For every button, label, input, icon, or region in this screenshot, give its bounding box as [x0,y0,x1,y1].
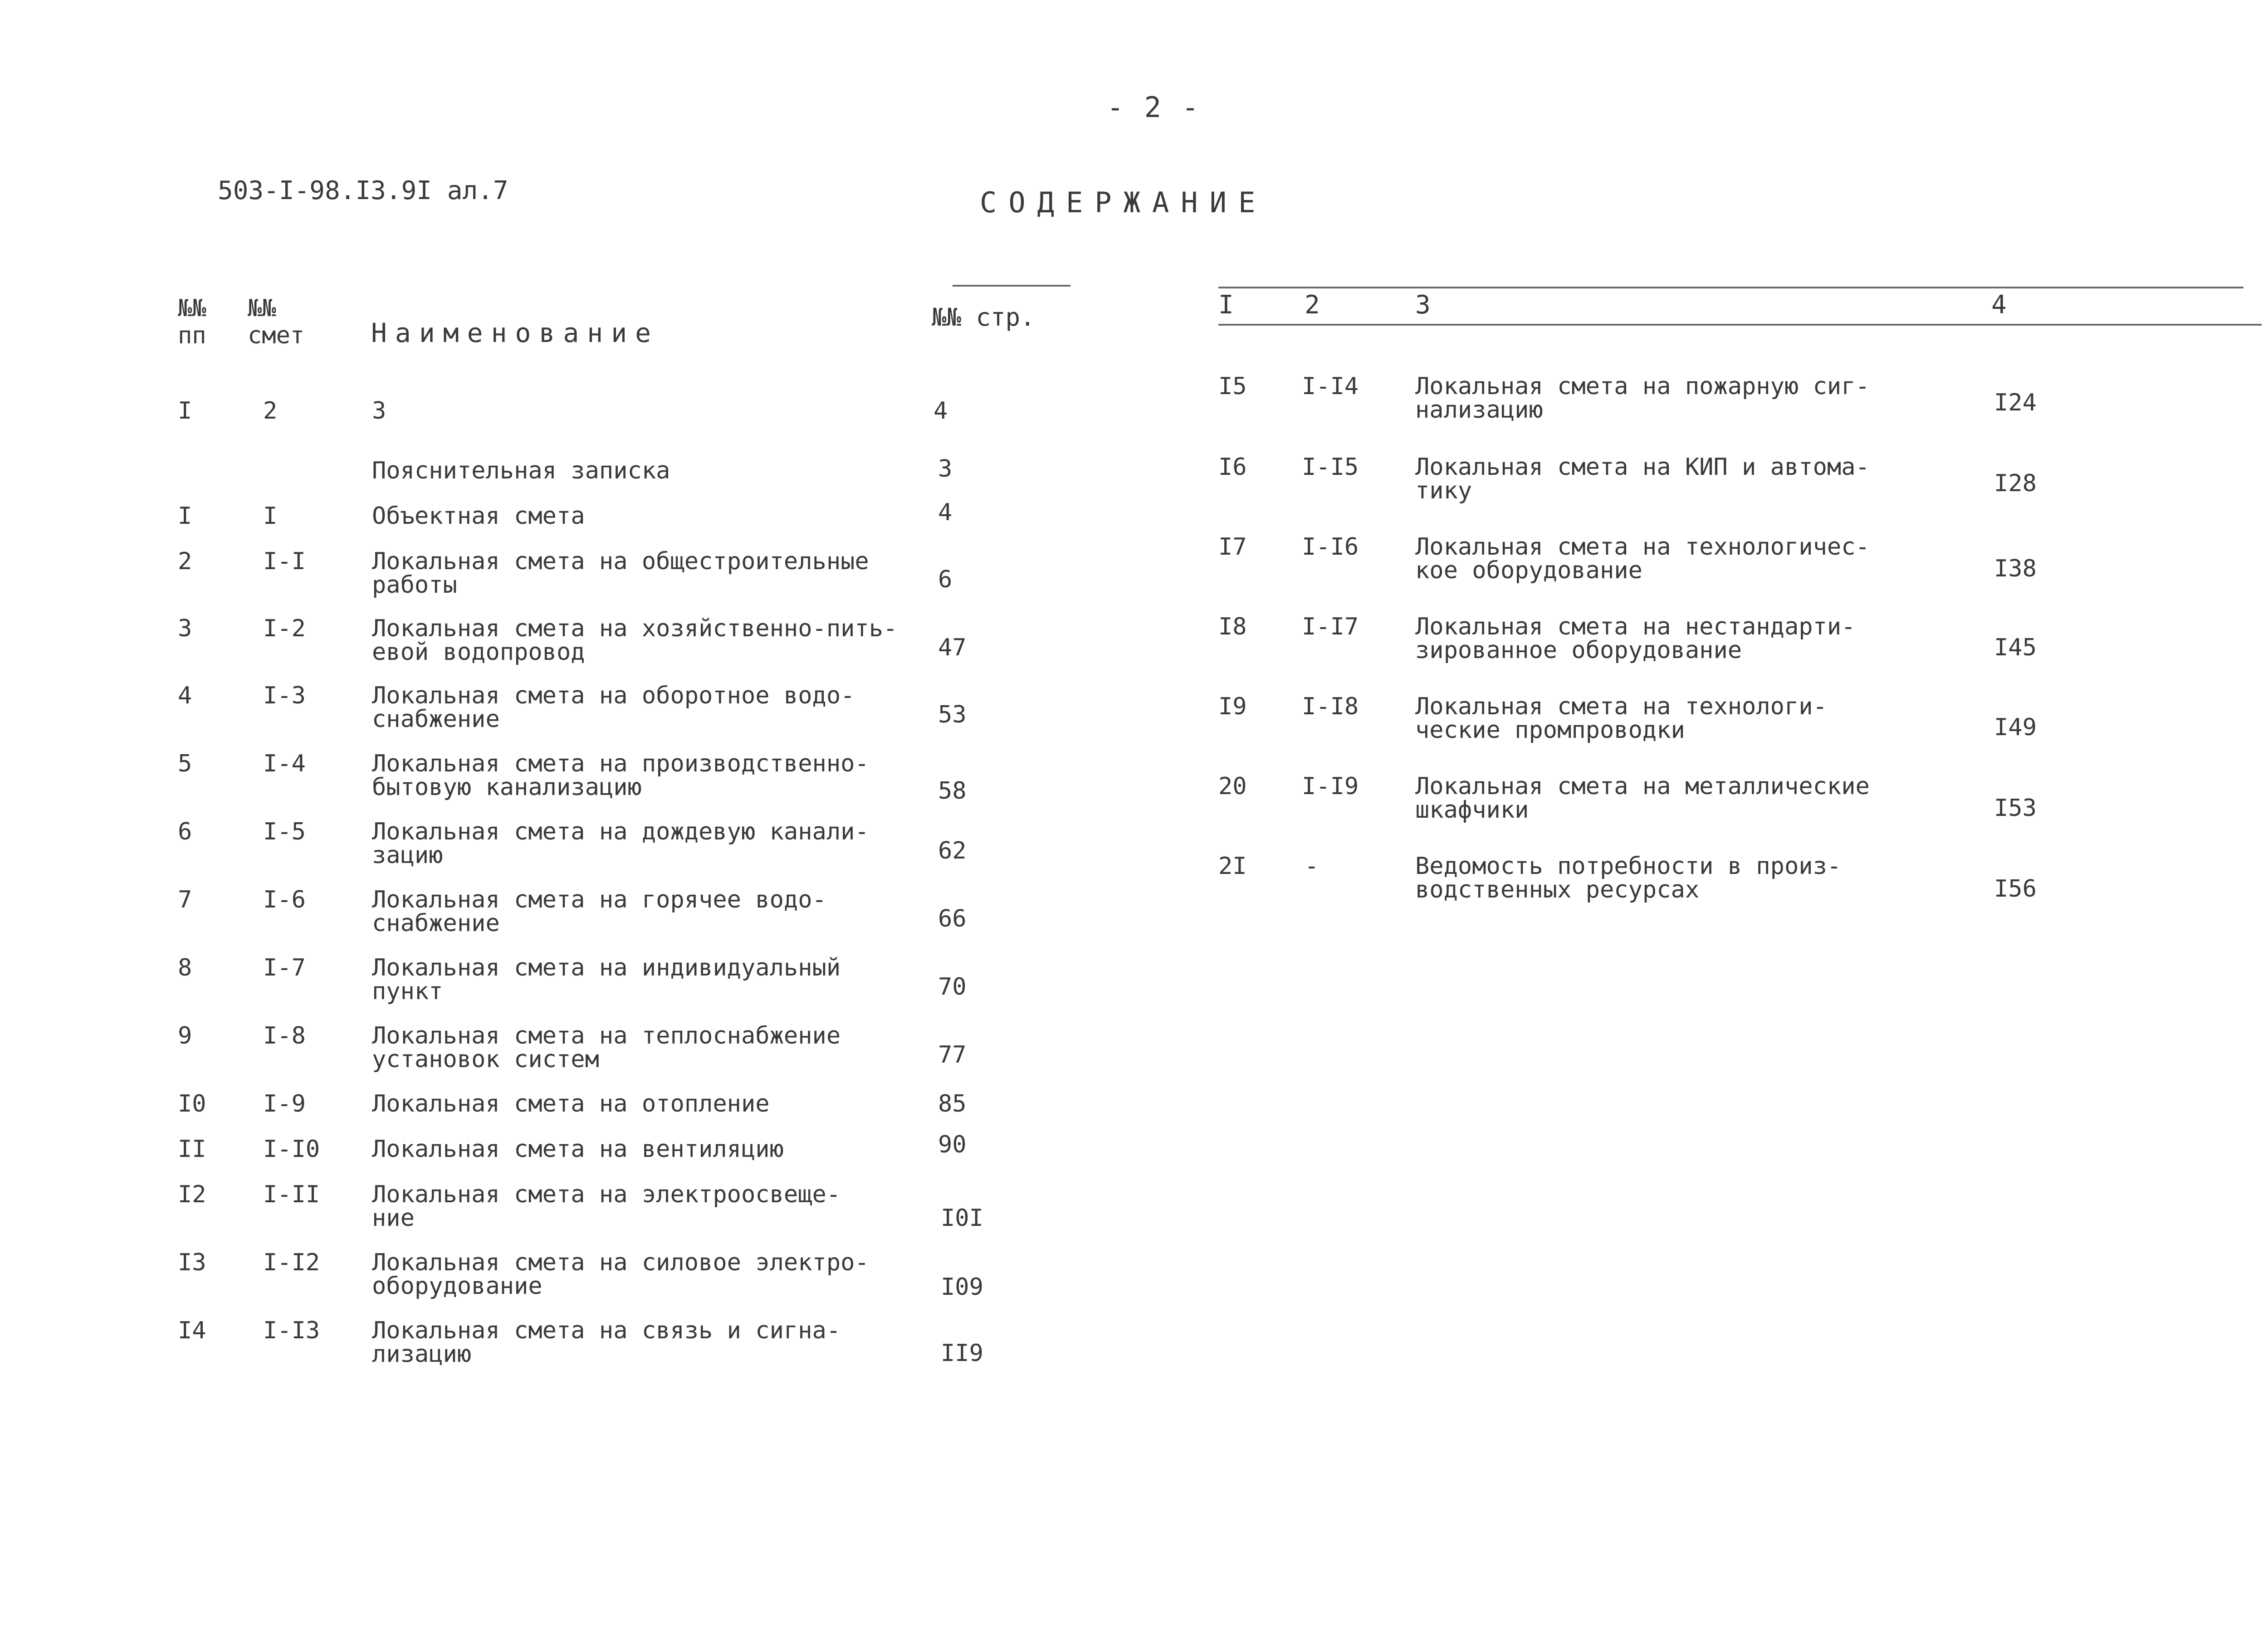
row-page: 70 [938,973,967,1000]
row-name [372,550,894,597]
row-pp: 2 [178,548,192,575]
row-name [372,1251,894,1298]
row-name-line: Локальная смета на оборотное водо- [372,682,855,709]
row-page: 90 [938,1131,967,1158]
row-pp: 4 [178,682,192,709]
header-smet-line2: смет [248,322,305,349]
row-page: I28 [1994,470,2037,497]
row-pp: 20 [1218,773,1247,800]
row-name-line: тику [1415,477,1472,504]
row-pp: 5 [178,750,192,777]
header-smet [248,295,304,349]
row-smet: I-I7 [1302,613,1359,640]
row-page: 62 [938,837,967,864]
header-smet-line1: №№ [248,295,276,322]
row-name-line: Локальная смета на технологи- [1415,693,1827,720]
row-smet: I-I0 [263,1136,320,1163]
row-name-line: Локальная смета на КИП и автома- [1415,454,1870,481]
row-name [1415,375,1937,422]
row-name-line: Локальная смета на связь и сигна- [372,1317,841,1344]
row-smet: I-3 [263,682,306,709]
row-smet: I-II [263,1181,320,1208]
row-name-line: ние [372,1205,415,1232]
row-name [372,1183,894,1230]
row-name-line: кое оборудование [1415,557,1642,584]
row-name-line: Локальная смета на общестроительные [372,548,869,575]
header-page: №№ стр. [932,303,1035,332]
row-name-line: снабжение [372,706,500,733]
row-name [1415,854,1937,902]
row-pp: 7 [178,886,192,913]
right-col-number-2: 2 [1305,290,1320,320]
page-number: - 2 - [1107,91,1201,124]
document-code: 503-I-98.I3.9I ал.7 [218,176,508,205]
row-name-line: бытовую канализацию [372,774,642,801]
right-header-bottom-rule [1218,324,2262,326]
row-name-line: Локальная смета на вентиляцию [372,1136,784,1163]
right-header-top-rule [1218,287,2244,288]
row-name [1415,695,1937,742]
row-name [372,684,894,731]
row-pp: I6 [1218,454,1247,481]
col-number-3: 3 [372,397,386,424]
row-name-line: лизацию [372,1341,472,1368]
row-name-line: Локальная смета на силовое электро- [372,1249,869,1276]
row-name [372,615,898,666]
row-pp: I8 [1218,613,1247,640]
row-smet: - [1305,853,1319,880]
row-smet: I-8 [263,1022,306,1049]
row-name [1415,455,1937,502]
row-page: I0I [941,1205,983,1232]
row-name [372,1319,894,1366]
row-smet: I-I2 [263,1249,320,1276]
row-name-line: оборудование [372,1273,543,1300]
row-name-line: Локальная смета на нестандарти- [1415,613,1856,640]
row-page: I24 [1994,389,2037,416]
header-rule [953,285,1070,287]
row-name-line: евой водопровод [372,639,585,666]
row-pp: I2 [178,1181,206,1208]
row-name-line: водственных ресурсах [1415,876,1700,903]
row-name [372,752,894,799]
row-name-line: Локальная смета на теплоснабжение [372,1022,841,1049]
row-pp: I [178,502,192,530]
row-name [1415,615,1937,662]
row-name-line: Ведомость потребности в произ- [1415,853,1842,880]
header-pp [178,295,206,349]
row-page: 77 [938,1041,967,1068]
row-smet: I-I6 [1302,533,1359,561]
row-smet: I-6 [263,886,306,913]
row-pp: 6 [178,818,192,845]
row-page: I38 [1994,555,2037,582]
row-smet: I-7 [263,954,306,981]
row-smet: I-5 [263,818,306,845]
right-col-number-4: 4 [1991,290,2007,320]
row-name [372,888,894,935]
row-page: 4 [938,499,953,526]
row-smet: I-I [263,548,306,575]
row-name-line: Локальная смета на производственно- [372,750,869,777]
row-name-line: Локальная смета на электроосвеще- [372,1181,841,1208]
row-name [372,956,894,1003]
row-smet: I-4 [263,750,306,777]
row-pp: I4 [178,1317,206,1344]
row-name-line: ческие промпроводки [1415,717,1685,744]
row-pp: I5 [1218,373,1247,400]
row-page: 6 [938,566,953,593]
row-smet: I-I8 [1302,693,1359,720]
row-name-line: Локальная смета на пожарную сиг- [1415,373,1870,400]
row-smet: I-I5 [1302,454,1359,481]
row-smet: I [263,502,278,530]
row-name-line: Локальная смета на дождевую канали- [372,818,869,845]
row-pp: I0 [178,1090,206,1117]
right-col-number-1: I [1218,290,1234,320]
row-name-line: Локальная смета на горячее водо- [372,886,826,913]
row-page: II9 [941,1340,983,1367]
col-number-1: I [178,397,192,424]
row-name-line: работы [372,571,457,599]
row-name-line: Локальная смета на отопление [372,1090,770,1117]
row-name [372,504,894,528]
row-name-line: Локальная смета на металлические [1415,773,1870,800]
row-page: I09 [941,1273,983,1301]
row-page: I45 [1994,634,2037,661]
row-name-line: пункт [372,978,443,1005]
row-page: 47 [938,634,967,661]
row-name-line: зацию [372,842,443,869]
row-page: 3 [938,455,953,483]
col-number-4: 4 [934,397,948,424]
row-page: 66 [938,905,967,932]
row-pp: 2I [1218,853,1247,880]
row-name-line: Локальная смета на индивидуальный [372,954,841,981]
row-name-line: нализацию [1415,396,1543,424]
row-name [1415,775,1937,822]
row-name [1415,535,1937,582]
row-pp: I3 [178,1249,206,1276]
row-smet: I-I4 [1302,373,1359,400]
row-name-line: снабжение [372,910,500,937]
row-name-line: Локальная смета на хозяйственно-пить- [372,615,898,642]
row-name-line: Объектная смета [372,502,585,530]
row-smet: I-I9 [1302,773,1359,800]
row-name [372,820,894,867]
row-smet: I-9 [263,1090,306,1117]
row-name [372,1024,894,1071]
row-name [372,1137,894,1161]
right-col-number-3: 3 [1415,290,1431,320]
row-page: 85 [938,1090,967,1117]
row-name-line: шкафчики [1415,796,1529,824]
col-number-2: 2 [263,397,278,424]
row-name [372,1092,894,1116]
row-name-line: установок систем [372,1046,599,1073]
row-page: 58 [938,777,967,805]
row-page: 53 [938,701,967,728]
row-name-line: Пояснительная записка [372,457,670,484]
row-smet: I-2 [263,615,306,642]
row-pp: I9 [1218,693,1247,720]
page-title: СОДЕРЖАНИЕ [980,186,1267,219]
row-pp: II [178,1136,206,1163]
header-name: Наименование [371,317,660,348]
row-pp: 9 [178,1022,192,1049]
row-name-line: зированное оборудование [1415,637,1742,664]
row-page: I56 [1994,875,2037,902]
row-name [372,459,894,483]
row-page: I53 [1994,795,2037,822]
row-pp: 3 [178,615,192,642]
row-page: I49 [1994,714,2037,741]
header-pp-line2: пп [178,322,206,349]
row-pp: 8 [178,954,192,981]
row-smet: I-I3 [263,1317,320,1344]
header-pp-line1: №№ [178,295,206,322]
row-pp: I7 [1218,533,1247,561]
row-name-line: Локальная смета на технологичес- [1415,533,1870,561]
